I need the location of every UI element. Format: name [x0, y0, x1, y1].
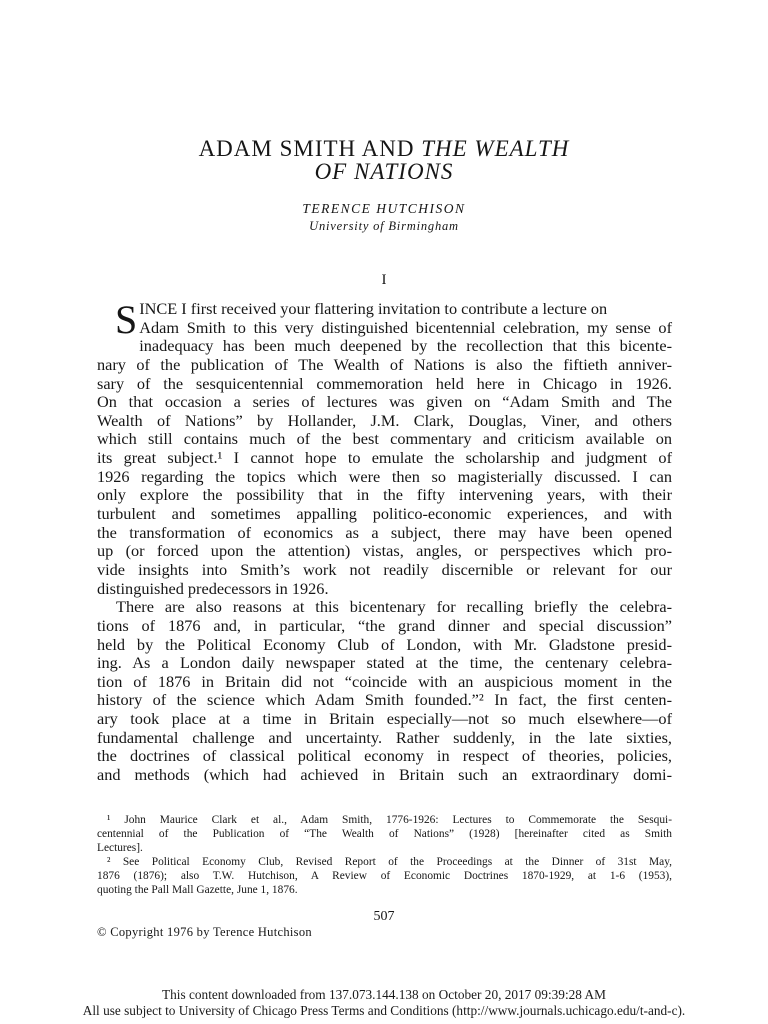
body-text	[97, 286, 672, 785]
body-line: held by the Political Economy Club of London, with Mr. Gladstone presid-	[97, 634, 672, 654]
body-line: On that occasion a series of lectures was given on “Adam Smith and The	[97, 392, 672, 412]
article-title-line-2: OF NATIONS	[314, 159, 454, 184]
body-line: Wealth of Nations” by Hollander, J.M. Clark, Douglas, Viner, and others	[97, 410, 672, 430]
body-line: the doctrines of classical political economy in respect of theories, policies,	[97, 746, 672, 766]
body-line: vide insights into Smith’s work not readily discernible or relevant for our	[97, 559, 672, 579]
body-line: inadequacy has been much deepened by the recollection that this bicente-	[139, 336, 672, 356]
section-number: I	[381, 272, 387, 288]
title-plain: ADAM SMITH AND	[198, 136, 422, 161]
body-line: which still contains much of the best commentary and criticism available on	[97, 429, 672, 449]
footnote-line: Lectures].	[97, 842, 143, 854]
download-notice-line-1: This content downloaded from 137.073.144.138 on October 20, 2017 09:39:28 AM	[162, 987, 606, 1002]
footnote-line: ¹ John Maurice Clark et al., Adam Smith, 1776-1926: Lectures to Commemorate the Sesqui-	[107, 814, 672, 826]
body-line: tion of 1876 in Britain did not “coincide with an auspicious moment in the	[97, 671, 672, 691]
page-number: 507	[373, 909, 395, 924]
copyright-notice: © Copyright 1976 by Terence Hutchison	[97, 925, 312, 939]
body-line: up (or forced upon the attention) vistas, angles, or perspectives which pro-	[97, 541, 672, 561]
footnote-line: quoting the Pall Mall Gazette, June 1, 1876.	[97, 884, 298, 896]
title-italic: THE WEALTH	[421, 136, 570, 161]
body-line: and methods (which had achieved in Britain such an extraordinary domi-	[97, 765, 672, 785]
author-affiliation: University of Birmingham	[309, 219, 459, 233]
drop-cap: S	[115, 297, 138, 342]
body-line: ing. As a London daily newspaper stated at the time, the centenary celebra-	[97, 653, 672, 673]
first-line-rest: INCE I first received your flattering invitation to contribute a lecture on	[139, 299, 608, 318]
author-name: TERENCE HUTCHISON	[302, 201, 466, 216]
body-line: 1926 regarding the topics which were then so magisterially discussed. I can	[97, 466, 672, 486]
footnote-line: ² See Political Economy Club, Revised Report of the Proceedings at the Dinner of 31st May,	[107, 856, 672, 868]
body-line: There are also reasons at this bicentenary for recalling briefly the celebra-	[116, 597, 672, 617]
footnotes	[97, 813, 672, 897]
body-line: tions of 1876 and, in particular, “the grand dinner and special discussion”	[97, 615, 672, 635]
body-lines	[97, 319, 672, 785]
body-line: fundamental challenge and uncertainty. Rather suddenly, in the late sixties,	[97, 727, 672, 747]
body-line: only explore the possibility that in the fifty intervening years, with their	[97, 485, 672, 505]
body-line: ary took place at a time in Britain especially—not so much elsewhere—of	[97, 709, 672, 729]
body-line: Adam Smith to this very distinguished bicentennial celebration, my sense of	[139, 317, 672, 337]
body-line: the transformation of economics as a subject, there may have been opened	[97, 522, 672, 542]
body-line: history of the science which Adam Smith founded.”² In fact, the first centen-	[97, 690, 672, 710]
download-notice-line-2: All use subject to University of Chicago Press Terms and Conditions (http://www.journals.uchicago.edu/t-and-c).	[82, 1003, 686, 1018]
body-line: turbulent and sometimes appalling politico-economic experiences, and with	[97, 504, 672, 524]
footnote-line: centennial of the Publication of “The Wealth of Nations” (1928) [hereinafter cited as Smith	[97, 828, 672, 840]
body-line: its great subject.¹ I cannot hope to emulate the scholarship and judgment of	[97, 448, 672, 468]
body-line: distinguished predecessors in 1926.	[97, 578, 329, 598]
body-line: sary of the sesquicentennial commemoration held here in Chicago in 1926.	[97, 373, 672, 393]
footnote-line: 1876 (1876); also T.W. Hutchison, A Review of Economic Doctrines 1870-1929, at 1-6 (1953),	[97, 870, 672, 882]
body-line: nary of the publication of The Wealth of Nations is also the fiftieth anniver-	[97, 354, 672, 374]
